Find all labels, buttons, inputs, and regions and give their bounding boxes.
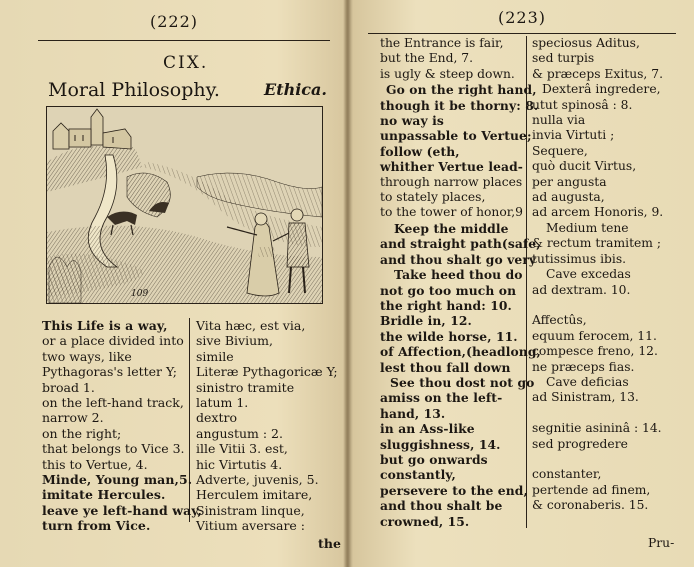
text-line: on the left-hand track,: [42, 395, 184, 411]
text-line: the right hand: 10.: [380, 297, 512, 313]
right-english-column: [380, 36, 541, 529]
text-line: speciosus Aditus,: [532, 36, 640, 50]
text-line: sive Bivium,: [196, 333, 273, 349]
text-line: the Entrance is fair,: [380, 36, 504, 50]
text-line: ne præceps fias.: [532, 359, 635, 374]
text-line: Bridle in, 12.: [380, 313, 472, 329]
right-catchword: Pru-: [648, 536, 675, 550]
text-line: or a place divided into: [42, 333, 184, 349]
text-line: Cave deficias: [546, 374, 629, 389]
text-line: leave ye left-hand way,: [42, 502, 202, 518]
text-line: follow (eth,: [380, 143, 460, 159]
text-line: Vita hæc, est via,: [196, 318, 306, 333]
text-line: Vitium aversare :: [196, 518, 306, 534]
text-line: to the tower of honor,9: [380, 205, 524, 220]
text-line: tutissimus ibis.: [532, 251, 627, 266]
text-line: though it be thorny: 8.: [380, 97, 539, 113]
text-line: dextro: [196, 410, 237, 426]
text-line: Adverte, juvenis, 5.: [196, 472, 319, 488]
text-line: angustum : 2.: [196, 425, 283, 441]
right-page-number: (223): [498, 8, 547, 27]
text-line: Take heed thou do: [394, 267, 523, 283]
text-line: and thou shalt go very: [380, 251, 537, 267]
text-line: & rectum tramitem ;: [532, 236, 662, 251]
text-line: whither Vertue lead-: [380, 159, 524, 175]
text-line: ad augusta,: [532, 190, 605, 205]
text-line: & coronaberis. 15.: [532, 498, 649, 513]
gutter-shadow: [343, 0, 353, 567]
left-latin-column: [196, 318, 338, 534]
left-page-number: (222): [150, 12, 199, 31]
text-line: hand, 13.: [380, 405, 446, 421]
text-line: See thou dost not go: [390, 374, 535, 390]
text-line: sinistro tramite: [196, 379, 295, 395]
left-english-column: [42, 318, 202, 534]
text-line: sed turpis: [532, 51, 595, 66]
text-line: ille Vitii 3. est,: [196, 441, 288, 457]
text-line: is ugly & steep down.: [380, 66, 515, 81]
text-line: the wilde horse, 11.: [380, 328, 518, 344]
text-line: invia Virtuti ;: [532, 128, 615, 143]
text-line: ad dextram. 10.: [532, 282, 631, 297]
text-line: sed progredere: [532, 436, 628, 451]
text-line: constanter,: [532, 467, 602, 482]
text-line: this to Vertue, 4.: [42, 456, 148, 472]
plate-number: 109: [131, 289, 149, 299]
text-line: [532, 406, 663, 421]
text-line: Minde, Young man,5.: [42, 472, 193, 488]
text-line: per angusta: [532, 174, 607, 189]
text-line: no way is: [380, 113, 444, 129]
text-line: segnitie asininâ : 14.: [532, 421, 662, 436]
text-line: hic Virtutis 4.: [196, 456, 283, 472]
text-line: compesce freno, 12.: [532, 344, 658, 359]
left-catchword: the: [318, 536, 342, 551]
text-line: & præceps Exitus, 7.: [532, 66, 663, 81]
text-line: Pythagoras's letter Y;: [42, 364, 177, 380]
text-line: persevere to the end,: [380, 482, 528, 498]
text-line: on the right;: [42, 425, 122, 441]
text-line: Literæ Pythagoricæ Y;: [196, 364, 338, 380]
text-line: Keep the middle: [394, 220, 509, 236]
text-line: and straight path(safe,: [380, 236, 541, 252]
text-line: nulla via: [532, 113, 586, 128]
section-title-latin: Ethica.: [264, 80, 327, 99]
text-line: Dexterâ ingredere,: [542, 82, 661, 97]
text-line: crowned, 15.: [380, 513, 470, 529]
text-line: Herculem imitare,: [196, 487, 313, 503]
text-line: two ways, like: [42, 348, 132, 364]
engraving-image: [47, 107, 322, 303]
text-line: not go too much on: [380, 282, 517, 298]
left-header-rule: [38, 40, 330, 41]
text-line: This Life is a way,: [42, 318, 168, 333]
right-latin-column: [532, 36, 663, 514]
section-title-english: Moral Philosophy.: [48, 79, 220, 101]
text-line: to stately places,: [380, 190, 486, 205]
text-line: through narrow places: [380, 174, 523, 189]
text-line: but the End, 7.: [380, 51, 474, 66]
text-line: quò ducit Virtus,: [532, 159, 637, 174]
text-line: Affectûs,: [532, 313, 587, 328]
text-line: narrow 2.: [42, 410, 104, 426]
text-line: Sinistram linque,: [196, 502, 305, 518]
text-line: imitate Hercules.: [42, 487, 166, 503]
text-line: [532, 452, 663, 467]
text-line: Go on the right hand,: [386, 82, 537, 98]
text-line: ad arcem Honoris, 9.: [532, 205, 664, 220]
text-line: sluggishness, 14.: [380, 436, 501, 452]
text-line: pertende ad finem,: [532, 482, 651, 497]
text-line: lest thou fall down: [380, 359, 511, 375]
text-line: turn from Vice.: [42, 518, 151, 534]
text-line: in an Ass-like: [380, 421, 475, 437]
woodcut-illustration: [46, 106, 323, 304]
text-line: broad 1.: [42, 379, 95, 395]
text-line: simile: [196, 348, 234, 364]
text-line: amiss on the left-: [380, 390, 503, 406]
text-line: [532, 298, 663, 313]
text-line: utut spinosâ : 8.: [532, 97, 633, 112]
text-line: latum 1.: [196, 395, 249, 411]
text-line: that belongs to Vice 3.: [42, 441, 185, 457]
text-line: Medium tene: [546, 220, 629, 235]
text-line: Cave excedas: [546, 267, 631, 282]
text-line: equum ferocem, 11.: [532, 328, 657, 343]
text-line: constantly,: [380, 467, 456, 483]
right-header-rule: [368, 33, 676, 34]
text-line: but go onwards: [380, 451, 488, 467]
text-line: unpassable to Vertue;: [380, 128, 532, 144]
text-line: of Affection,(headlong,: [380, 344, 541, 360]
text-line: Sequere,: [532, 143, 588, 158]
text-line: and thou shalt be: [380, 498, 503, 514]
text-line: ad Sinistram, 13.: [532, 390, 639, 405]
chapter-number: CIX.: [163, 53, 209, 73]
